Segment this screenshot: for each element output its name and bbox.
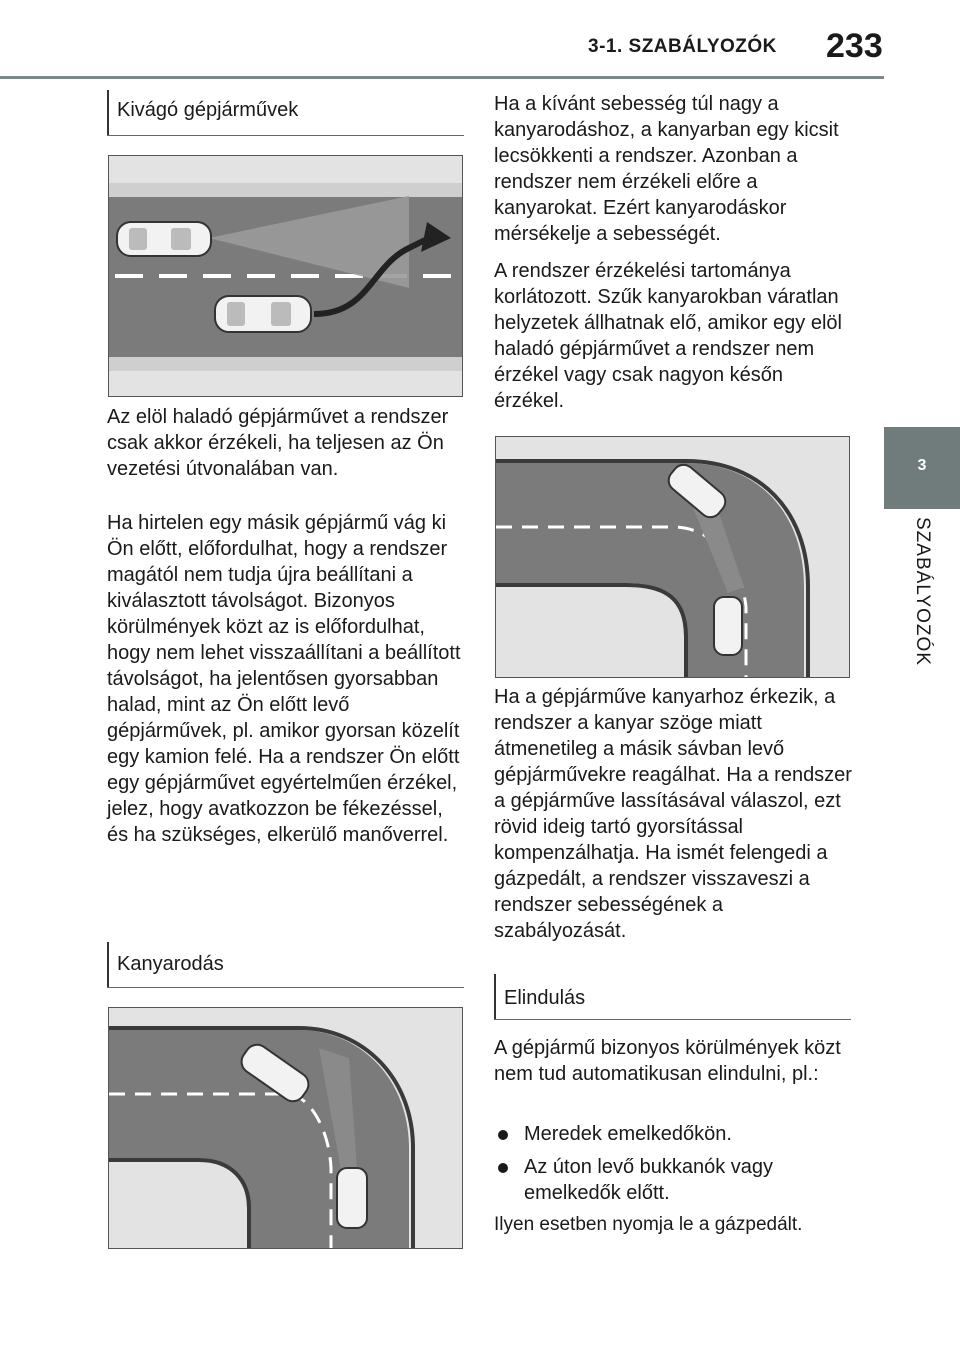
paragraph: Az elöl haladó gépjárművet a rendszer csak akkor érzékeli, ha teljesen az Ön vezetési útvonalában van. — [107, 406, 449, 480]
chapter-side-label-wrap — [884, 509, 960, 709]
section-title: Elindulás — [504, 987, 586, 1009]
figure-cut-in — [108, 155, 463, 397]
chapter-tab[interactable] — [884, 427, 960, 509]
section-heading-cut-in — [107, 90, 464, 136]
chapter-tab-number: 3 — [917, 457, 927, 474]
paragraph: A rendszer érzékelési tartománya korlátozott. Szűk kanyarokban váratlan helyzetek állhatnak elő, amikor egy elöl haladó gépjárművet a rendszer nem érzékel vagy csak nagyon későn érzékel. — [494, 260, 842, 412]
paragraph: Ha a gépjárműve kanyarhoz érkezik, a rendszer a kanyar szöge miatt átmenetileg a másik sávban levő gépjárművekre reagálhat. Ha a rendszer a gépjárműve lassításával válaszol, ezt rövid ideig tartó gyorsítással kompenzálhatja. Ha ismét felengedi a gázpedált, a rendszer visszaveszi a rendszer sebességének a szabályozását. — [494, 686, 852, 942]
paragraph: Ha a kívánt sebesség túl nagy a kanyarodáshoz, a kanyarban egy kicsit lecsökkenti a rendszer. Azonban a rendszer nem érzékeli előre a kanyarokat. Ezért kanyarodáskor mérsékelje a sebességét. — [494, 93, 839, 245]
paragraph: Ha hirtelen egy másik gépjármű vág ki Ön előtt, előfordulhat, hogy a rendszer magától nem tudja újra beállítani a kiválasztott távolságot. Bizonyos körülmények közt az is előfordulhat, hogy nem lehet visszaállítani a beállított távolságot, ha jelentősen gyorsabban halad, mint az Ön előtt levő gépjárművek, pl. amikor gyorsan közelít egy kamion felé. Ha a rendszer Ön előtt egy gépjárművet egyértelműen érzékel, jelez, hogy avatkozzon be fékezéssel, és ha szükséges, elkerülő manőverrel. — [107, 512, 461, 846]
chapter-title: 3-1. SZABÁLYOZÓK — [588, 36, 777, 57]
section-heading-cornering — [107, 942, 464, 988]
chapter-side-label: SZABÁLYOZÓK — [912, 517, 933, 666]
header-rule — [0, 76, 884, 79]
bullet-icon — [498, 1130, 508, 1140]
car-icon — [714, 597, 742, 655]
section-heading-starting — [494, 974, 851, 1020]
figure-cornering-left — [108, 1007, 463, 1249]
section-title: Kivágó gépjárművek — [117, 99, 299, 121]
list-item-text: Meredek emelkedőkön. — [524, 1123, 732, 1145]
paragraph: Ilyen esetben nyomja le a gázpedált. — [494, 1214, 803, 1235]
figure-cornering-right — [495, 436, 850, 678]
car-icon — [117, 222, 211, 256]
car-icon — [215, 296, 311, 332]
page-number: 233 — [826, 27, 883, 65]
bullet-icon — [498, 1163, 508, 1173]
section-title: Kanyarodás — [117, 953, 224, 975]
list-item-text: Az úton levő bukkanók vagy emelkedők előtt. — [524, 1156, 774, 1204]
paragraph: A gépjármű bizonyos körülmények közt nem tud automatikusan elindulni, pl.: — [494, 1037, 841, 1085]
car-icon — [337, 1168, 367, 1228]
